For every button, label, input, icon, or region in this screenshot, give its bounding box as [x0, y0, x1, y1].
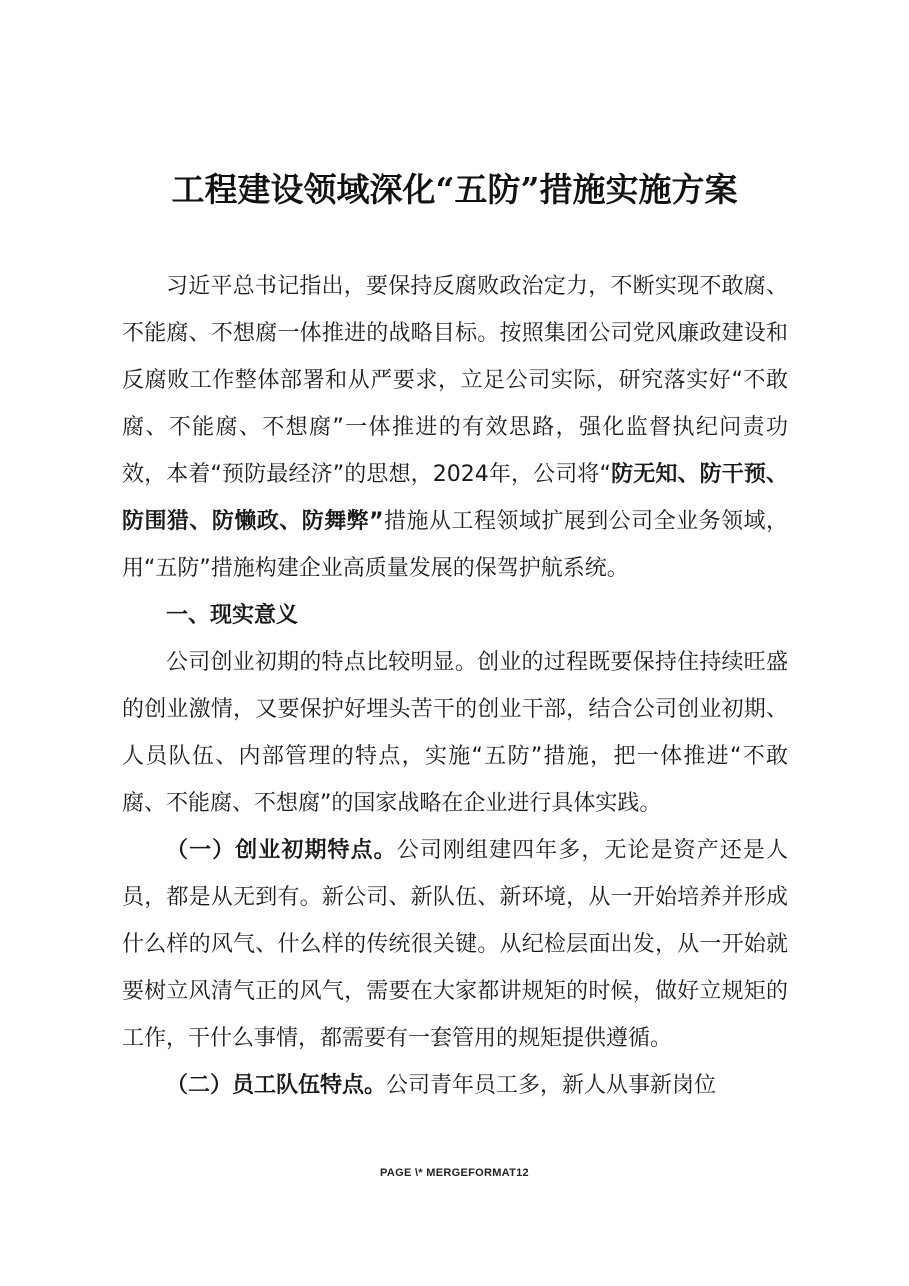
intro-text-part1: 习近平总书记指出，要保持反腐败政治定力，不断实现不敢腐、不能腐、不想腐一体推进的战略目标。按照集团公司党风廉政建设和反腐败工作整体部署和从严要求，立足公司实际，研究落实好“不敢腐、不能腐、不想腐”一体推进的有效思路，强化监督执纪问责功效，本着“预防最经济”的思想，2024年，公司将“: [122, 274, 788, 487]
point-paragraph-1: [122, 827, 788, 1062]
section-paragraph: 公司创业初期的特点比较明显。创业的过程既要保持住持续旺盛的创业激情，又要保护好埋头苦干的创业干部，结合公司创业初期、人员队伍、内部管理的特点，实施“五防”措施，把一体推进“不敢腐、不能腐、不想腐”的国家战略在企业进行具体实践。: [122, 650, 788, 816]
document-body: [122, 263, 788, 1109]
document-title: 工程建设领域深化“五防”措施实施方案: [171, 170, 738, 209]
point-label-1: （一）创业初期特点。: [166, 838, 397, 863]
point-text-2: 公司青年员工多，新人从事新岗位: [386, 1073, 717, 1098]
point-paragraph-2: [122, 1062, 788, 1109]
page-footer: PAGE \* MERGEFORMAT12: [380, 1167, 529, 1179]
intro-text-part2: 措施从工程领域扩展到公司全业务领域，用“五防”措施构建企业高质量发展的保驾护航系统。: [122, 509, 788, 581]
point-text-1: 公司刚组建四年多，无论是资产还是人员，都是从无到有。新公司、新队伍、新环境，从一开始培养并形成什么样的风气、什么样的传统很关键。从纪检层面出发，从一开始就要树立风清气正的风气，需要在大家都讲规矩的时候，做好立规矩的工作，干什么事情，都需要有一套管用的规矩提供遵循。: [122, 838, 788, 1051]
section-heading: 一、现实意义: [166, 603, 299, 628]
point-label-2: （二）员工队伍特点。: [166, 1073, 387, 1098]
intro-text-bold: 防无知、防干预、防围猎、防懒政、防舞弊”: [122, 462, 788, 534]
intro-paragraph: [122, 263, 788, 592]
